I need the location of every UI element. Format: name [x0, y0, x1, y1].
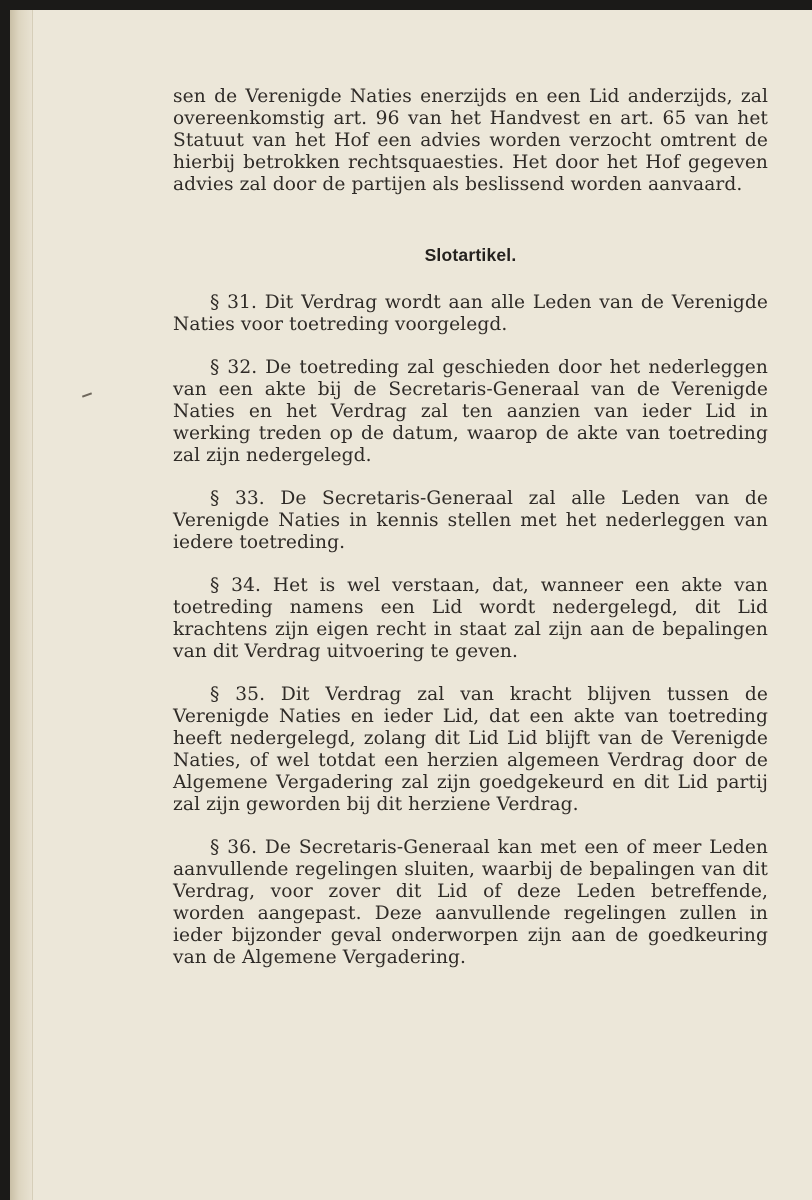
- article-33: § 33. De Secretaris-Generaal zal alle Leden van de Verenigde Naties in kennis stellen met het nederleggen van iedere toetreding.: [173, 488, 768, 553]
- body-text: [173, 86, 768, 990]
- article-36: § 36. De Secretaris-Generaal kan met een of meer Leden aanvullende regelingen sluiten, waarbij de bepalingen van dit Verdrag, voor zover dit Lid of deze Leden betreffende, worden aangepast. Deze aanvullende regelingen zullen in ieder bijzonder geval onderworpen zijn aan de goedkeuring van de Algemene Vergadering.: [173, 837, 768, 968]
- section-heading: Slotartikel.: [424, 245, 517, 265]
- article-35: § 35. Dit Verdrag zal van kracht blijven tussen de Verenigde Naties en ieder Lid, dat een akte van toetreding heeft nedergelegd, zolang dit Lid Lid blijft van de Verenigde Naties, of wel totdat een herzien algemeen Verdrag door de Algemene Vergadering zal zijn goedgekeurd en dit Lid partij zal zijn geworden bij dit herziene Verdrag.: [173, 684, 768, 815]
- ink-speck: [82, 392, 92, 397]
- article-31: § 31. Dit Verdrag wordt aan alle Leden van de Verenigde Naties voor toetreding voorgelegd.: [173, 292, 768, 335]
- article-34: § 34. Het is wel verstaan, dat, wanneer een akte van toetreding namens een Lid wordt nedergelegd, dit Lid krachtens zijn eigen recht in staat zal zijn aan de bepalingen van dit Verdrag uitvoering te geven.: [173, 575, 768, 662]
- page-binding-edge: [10, 10, 33, 1200]
- document-page: [10, 10, 812, 1200]
- intro-paragraph: sen de Verenigde Naties enerzijds en een Lid anderzijds, zal overeenkomstig art. 96 van het Handvest en art. 65 van het Statuut van het Hof een advies worden verzocht omtrent de hierbij betrokken rechtsquaesties. Het door het Hof gegeven advies zal door de partijen als beslissend worden aanvaard.: [173, 86, 768, 195]
- article-32: § 32. De toetreding zal geschieden door het nederleggen van een akte bij de Secretaris-Generaal van de Verenigde Naties en het Verdrag zal ten aanzien van ieder Lid in werking treden op de datum, waarop de akte van toetreding zal zijn nedergelegd.: [173, 357, 768, 466]
